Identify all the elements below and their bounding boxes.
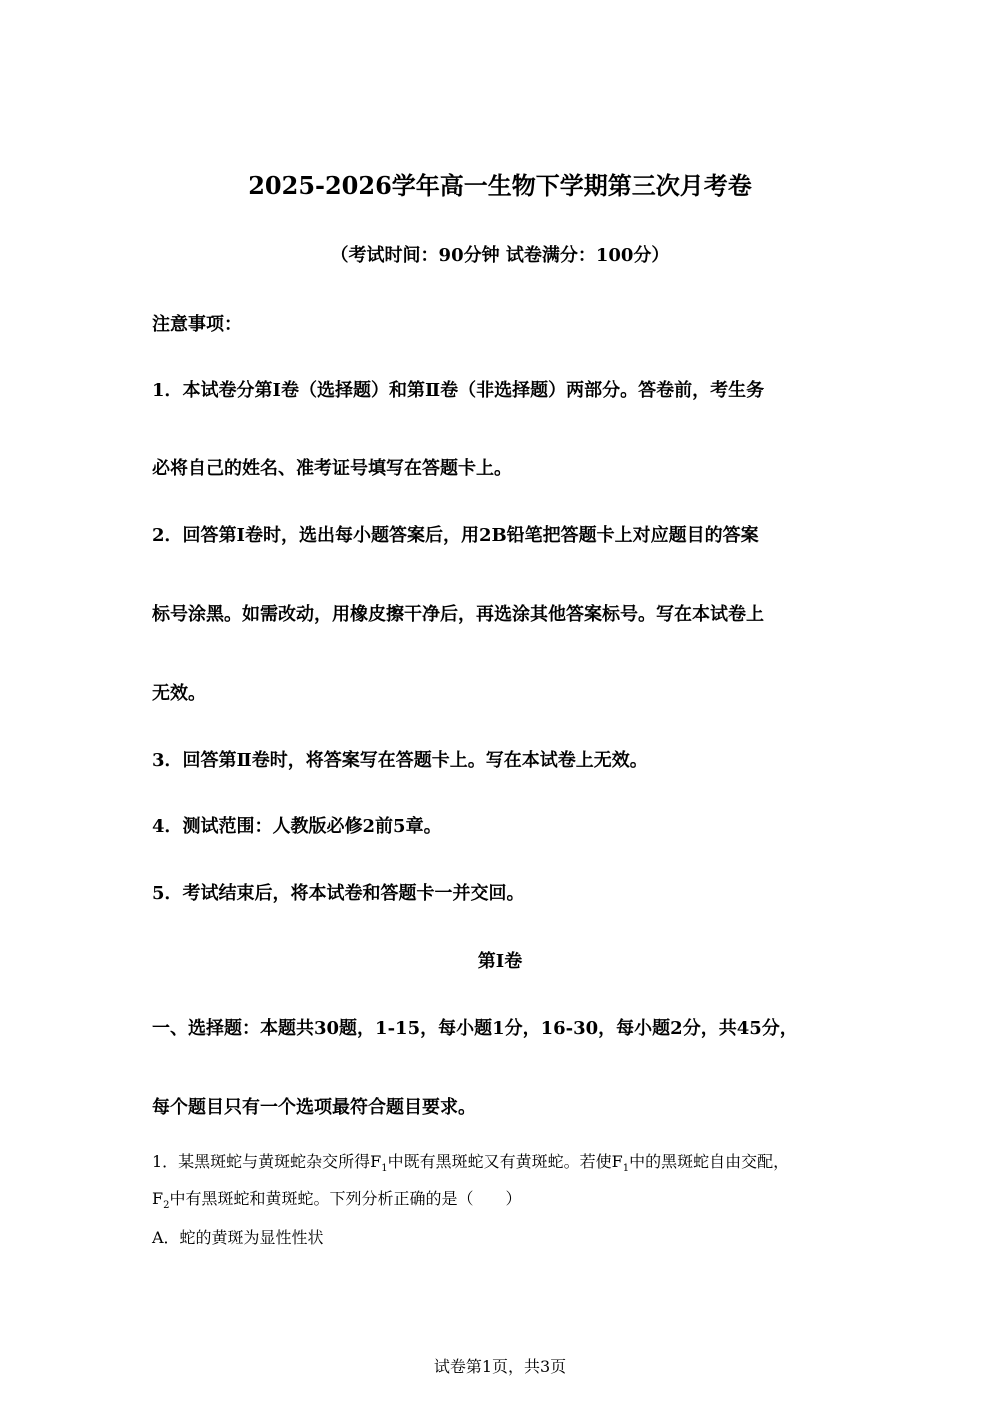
- part-heading: 一、选择题：本题共30题，1-15，每小题1分，16-30，每小题2分，共45分，: [152, 1018, 798, 1039]
- notice-line: 必将自己的姓名、准考证号填写在答题卡上。: [152, 458, 512, 479]
- page-footer: 试卷第1页，共3页: [433, 1357, 567, 1376]
- question-text: F: [152, 1189, 164, 1208]
- section-title: 第Ⅰ卷: [477, 951, 523, 972]
- question-text: 中的黑斑蛇自由交配，: [629, 1152, 790, 1171]
- notice-line: 3．回答第Ⅱ卷时，将答案写在答题卡上。写在本试卷上无效。: [152, 750, 648, 771]
- subscript: 1: [381, 1163, 388, 1175]
- exam-info: （考试时间：90分钟 试卷满分：100分）: [330, 245, 670, 266]
- question-stem: [152, 1188, 522, 1210]
- page-title: 2025-2026学年高一生物下学期第三次月考卷: [248, 171, 752, 200]
- option-a: A．蛇的黄斑为显性性状: [152, 1228, 324, 1247]
- notice-line: 1．本试卷分第Ⅰ卷（选择题）和第Ⅱ卷（非选择题）两部分。答卷前，考生务: [152, 380, 765, 401]
- notice-line: 4．测试范围：人教版必修2前5章。: [152, 816, 442, 837]
- notice-line: 5．考试结束后，将本试卷和答题卡一并交回。: [152, 883, 525, 904]
- question-text: 1．某黑斑蛇与黄斑蛇杂交所得F: [152, 1152, 382, 1171]
- notice-line: 2．回答第Ⅰ卷时，选出每小题答案后，用2B铅笔把答题卡上对应题目的答案: [152, 525, 759, 546]
- question-text: 中既有黑斑蛇又有黄斑蛇。若使F: [387, 1152, 623, 1171]
- question-stem: [152, 1151, 789, 1173]
- notice-line: 标号涂黑。如需改动，用橡皮擦干净后，再选涂其他答案标号。写在本试卷上: [152, 604, 764, 625]
- subscript: 2: [163, 1200, 170, 1212]
- notice-line: 无效。: [152, 683, 206, 704]
- question-text: 中有黑斑蛇和黄斑蛇。下列分析正确的是（ ）: [169, 1189, 522, 1208]
- notice-heading: 注意事项：: [152, 314, 242, 335]
- part-heading: 每个题目只有一个选项最符合题目要求。: [152, 1097, 476, 1118]
- subscript: 1: [622, 1163, 630, 1175]
